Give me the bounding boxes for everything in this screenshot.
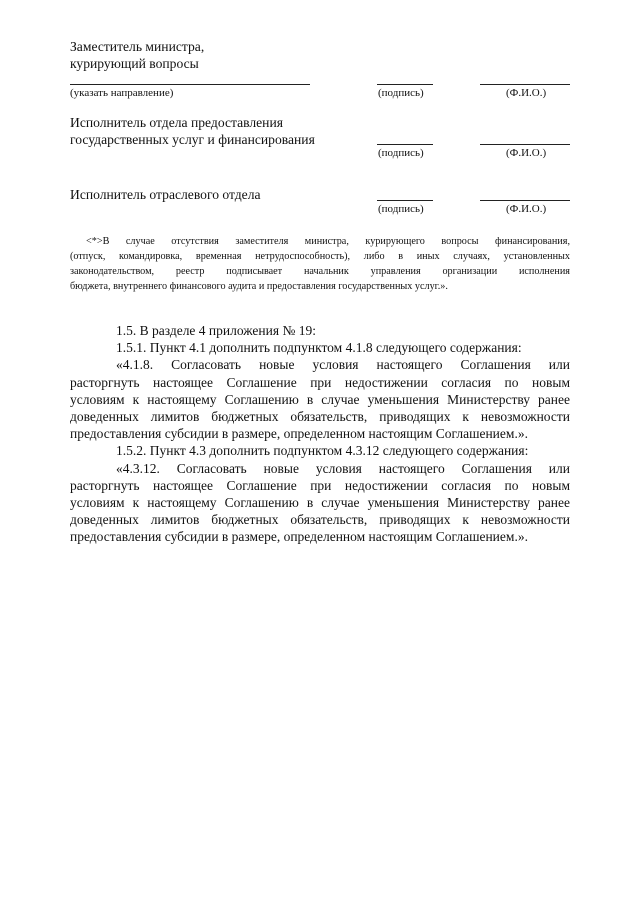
executor-sector-title: Исполнитель отраслевого отдела — [70, 187, 261, 202]
executor-public-name-caption: (Ф.И.О.) — [506, 147, 547, 159]
clause-text-line: доведенных лимитов бюджетных обязательств, приводящих к невозможности — [70, 409, 570, 425]
executor-public-signature-line — [377, 144, 433, 145]
executor-sector-name-caption: (Ф.И.О.) — [506, 203, 547, 215]
clause-text-line: «4.1.8. Согласовать новые условия настоящего Соглашения или — [116, 357, 570, 373]
executor-public-name-line — [480, 144, 570, 145]
deputy-title-line-1: Заместитель министра, — [70, 39, 205, 54]
footnote-line: законодательством, реестр подписывает начальник управления организации исполнения — [70, 266, 570, 277]
clause-intro-4-1: 1.5.1. Пункт 4.1 дополнить подпунктом 4.1.8 следующего содержания: — [116, 340, 522, 356]
main-text — [70, 322, 570, 546]
executor-sector-name-line — [480, 200, 570, 201]
deputy-signature-line — [377, 84, 433, 85]
clause-text-line: расторгнуть настоящее Соглашение при недостижении согласия по новым — [70, 477, 570, 493]
executor-public-signature-caption: (подпись) — [378, 147, 424, 159]
executor-sector-signature-caption: (подпись) — [378, 203, 424, 215]
clause-text-line: предоставления субсидии в размере, определенном настоящим Соглашением.». — [70, 426, 528, 442]
footnote-line: (отпуск, командировка, временная нетрудоспособность), либо в иных случаях, установленных — [70, 251, 570, 262]
clause-text-line: предоставления субсидии в размере, определенном настоящим Соглашением.». — [70, 529, 528, 545]
direction-caption: (указать направление) — [70, 87, 174, 99]
clause-text-line: условиям к настоящему Соглашению в случае уменьшения Министерству ранее — [70, 391, 570, 407]
clause-text-line: расторгнуть настоящее Соглашение при недостижении согласия по новым — [70, 374, 570, 390]
deputy-name-line — [480, 84, 570, 85]
direction-signature-line — [70, 84, 310, 85]
section-heading: 1.5. В разделе 4 приложения № 19: — [116, 323, 316, 338]
executor-sector-signature-line — [377, 200, 433, 201]
clause-text-line: условиям к настоящему Соглашению в случае уменьшения Министерству ранее — [70, 495, 570, 511]
clause-intro-4-3: 1.5.2. Пункт 4.3 дополнить подпунктом 4.3.12 следующего содержания: — [116, 443, 529, 459]
deputy-name-caption: (Ф.И.О.) — [506, 87, 547, 99]
clause-text-line: «4.3.12. Согласовать новые условия настоящего Соглашения или — [116, 460, 570, 476]
executor-public-title-line-2: государственных услуг и финансирования — [70, 132, 315, 147]
clause-text-line: доведенных лимитов бюджетных обязательств, приводящих к невозможности — [70, 512, 570, 528]
deputy-title-line-2: курирующий вопросы — [70, 56, 199, 71]
executor-public-title-line-1: Исполнитель отдела предоставления — [70, 115, 283, 130]
deputy-signature-caption: (подпись) — [378, 87, 424, 99]
footnote-line: бюджета, внутреннего финансового аудита и предоставления государственных услуг.». — [70, 281, 448, 292]
footnote-line: <*>В случае отсутствия заместителя министра, курирующего вопросы финансирования, — [86, 236, 570, 247]
footnote — [70, 234, 570, 294]
